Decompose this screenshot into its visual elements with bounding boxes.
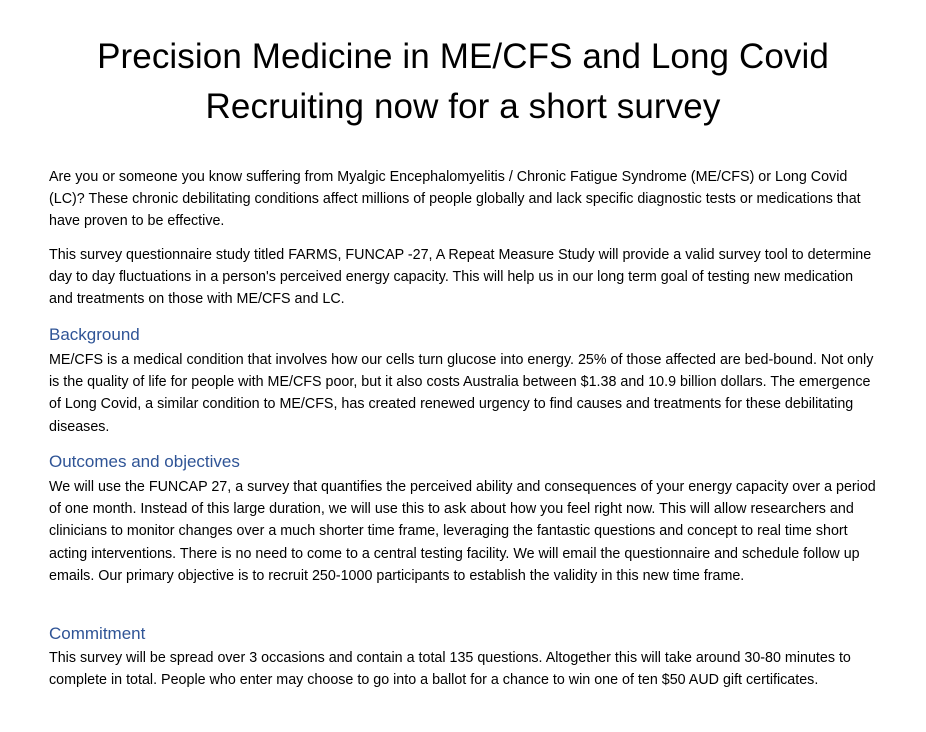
section-heading-outcomes: Outcomes and objectives bbox=[49, 452, 240, 471]
section-heading-commitment: Commitment bbox=[49, 624, 146, 643]
intro-paragraph: Are you or someone you know suffering from Myalgic Encephalomyelitis / Chronic Fatigue Syndrome (ME/CFS) or Long Covid (LC)? These chronic debilitating conditions affect millions of people globally and lack specific diagnostic tests or medications that have proven to be effective. bbox=[49, 169, 861, 230]
study-paragraph: This survey questionnaire study titled FARMS, FUNCAP -27, A Repeat Measure Study will provide a valid survey tool to determine day to day fluctuations in a person's perceived energy capacity. This will help us in our long term goal of testing new medication and treatments on those with ME/CFS and LC. bbox=[49, 247, 872, 308]
section-body-commitment: This survey will be spread over 3 occasions and contain a total 135 questions. Altogether this will take around 30-80 minutes to complete in total. People who enter may choose to go into a ballot for a chance to win one of ten $50 AUD gift certificates. bbox=[49, 650, 851, 689]
section-body-outcomes: We will use the FUNCAP 27, a survey that quantifies the perceived ability and consequences of your energy capacity over a period of one month. Instead of this large duration, we will use this to ask about how you feel right now. This will allow researchers and clinicians to monitor changes over a much shorter time frame, leveraging the fantastic questions and concept to real time short acting interventions. There is no need to come to a central testing facility. We will email the questionnaire and schedule follow up emails. Our primary objective is to recruit 250-1000 participants to establish the validity in this new time frame. bbox=[49, 479, 876, 584]
section-body-background: ME/CFS is a medical condition that involves how our cells turn glucose into energy. 25% of those affected are bed-bound. Not only is the quality of life for people with ME/CFS poor, but it also costs Australia between $1.38 and 10.9 billion dollars. The emergence of Long Covid, a similar condition to ME/CFS, has created renewed urgency to find causes and treatments for these debilitating diseases. bbox=[49, 352, 874, 435]
page-subtitle: Recruiting now for a short survey bbox=[205, 87, 721, 126]
section-heading-background: Background bbox=[49, 325, 140, 344]
page-title: Precision Medicine in ME/CFS and Long Covid bbox=[97, 37, 829, 76]
